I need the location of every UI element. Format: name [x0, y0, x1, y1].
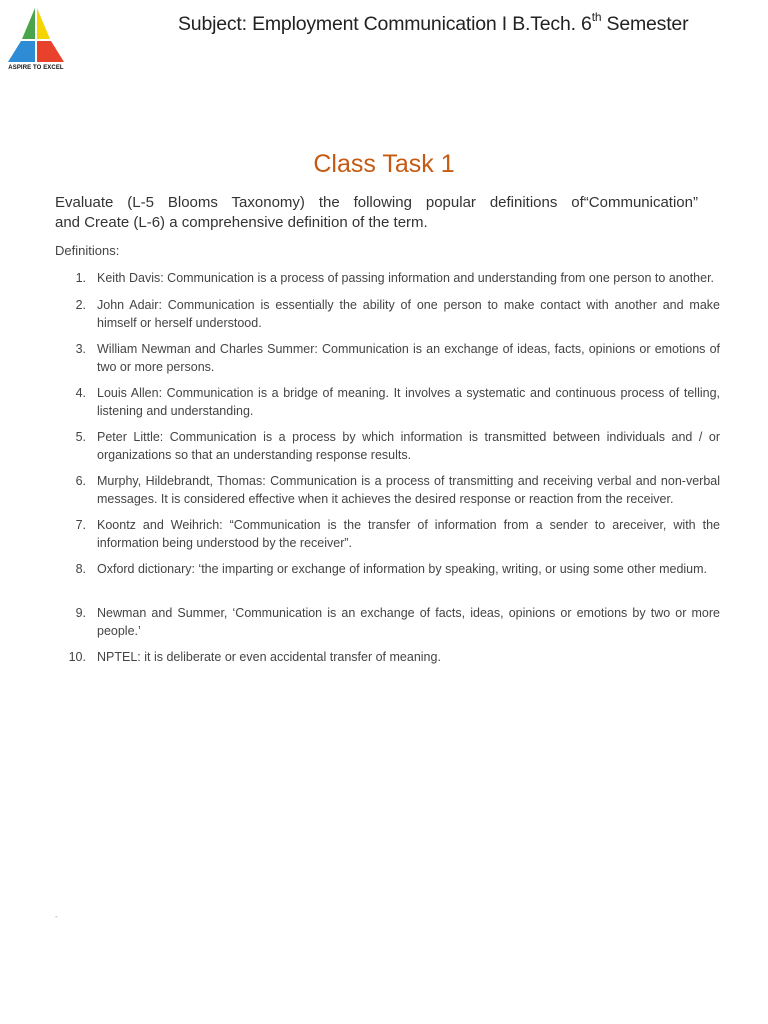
- header-semester: Semester: [601, 13, 689, 35]
- list-item-number: 6.: [75, 474, 86, 488]
- list-item-text: Koontz and Weihrich: “Communication is the transfer of information from a sender to areceiver, with the information being understood by the receiver”.: [97, 518, 720, 550]
- definitions-label: Definitions:: [55, 243, 120, 258]
- list-item-text: Keith Davis: Communication is a process of passing information and understanding from one person to another.: [97, 271, 715, 285]
- header-subject: Subject: Employment Communication I B.Tech. 6: [178, 13, 592, 35]
- list-item: [0, 649, 768, 676]
- list-item-number: 10.: [68, 650, 86, 664]
- definitions-list: [0, 270, 768, 676]
- list-item-text: Murphy, Hildebrandt, Thomas: Communication is a process of transmitting and receiving verbal and non-verbal messages. It is considered effective when it achieves the desired response or reaction from the receiver.: [97, 474, 720, 506]
- list-item: [0, 385, 768, 429]
- instructions-line-2: and Create (L-6) a comprehensive definition of the term.: [55, 214, 428, 231]
- task-instructions: [55, 193, 698, 233]
- list-item: [0, 429, 768, 473]
- list-item: [0, 341, 768, 385]
- list-item-number: 9.: [75, 606, 86, 620]
- list-item-number: 4.: [75, 386, 86, 400]
- list-item-number: 7.: [75, 518, 86, 532]
- list-item: [0, 561, 768, 605]
- list-item-text: Louis Allen: Communication is a bridge of meaning. It involves a systematic and continuous process of telling, listening and understanding.: [97, 386, 720, 418]
- logo: [6, 6, 66, 74]
- logo-text: ASPIRE TO EXCEL: [8, 65, 64, 71]
- list-item-text: NPTEL: it is deliberate or even accidental transfer of meaning.: [97, 650, 441, 664]
- list-item: [0, 517, 768, 561]
- list-item-number: 8.: [75, 562, 86, 576]
- instructions-line-1: Evaluate (L-5 Blooms Taxonomy) the following popular definitions of“Communication”: [55, 194, 698, 211]
- header-superscript: th: [591, 10, 602, 24]
- list-item-number: 1.: [75, 271, 86, 285]
- list-item-number: 5.: [75, 430, 86, 444]
- list-item-text: William Newman and Charles Summer: Communication is an exchange of ideas, facts, opinions or emotions of two or more persons.: [97, 342, 720, 374]
- list-item: [0, 270, 768, 297]
- list-item-text: Peter Little: Communication is a process by which information is transmitted between individuals and / or organizations so that an understanding response results.: [97, 430, 720, 462]
- logo-icon: [6, 6, 66, 64]
- list-item: [0, 473, 768, 517]
- page-header: [178, 10, 689, 36]
- footer-mark: -: [55, 912, 58, 921]
- list-item: [0, 297, 768, 341]
- list-item-text: John Adair: Communication is essentially the ability of one person to make contact with another and make himself or herself understood.: [97, 298, 720, 330]
- list-item-text: Oxford dictionary: ‘the imparting or exchange of information by speaking, writing, or using some other medium.: [97, 562, 708, 576]
- list-item-number: 3.: [75, 342, 86, 356]
- list-item-number: 2.: [75, 298, 86, 312]
- list-item-text: Newman and Summer, ‘Communication is an exchange of facts, ideas, opinions or emotions by two or more people.’: [97, 606, 720, 638]
- list-item: [0, 605, 768, 649]
- page-title: Class Task 1: [313, 150, 455, 178]
